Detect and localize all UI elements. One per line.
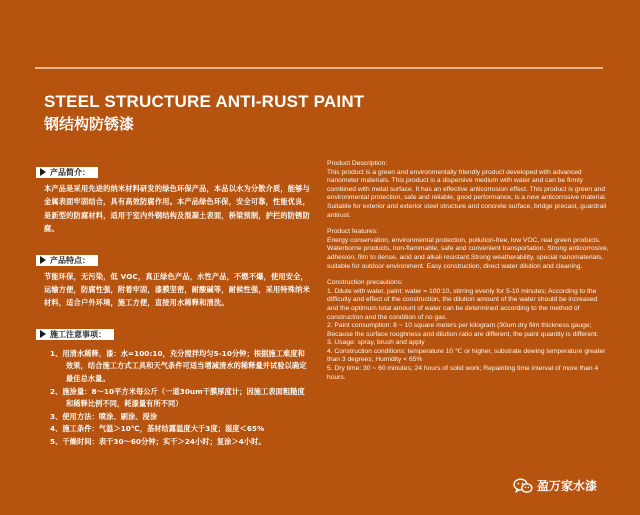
triangle-right-icon — [40, 330, 46, 338]
list-item: 4、施工条件：气温＞10℃，基材结露温度大于3度；湿度＜65% — [50, 424, 265, 434]
section-head-construction: 施工注意事项： — [36, 329, 114, 340]
watermark-text: 盈万家水漆 — [537, 479, 598, 493]
title-english: STEEL STRUCTURE ANTI-RUST PAINT — [44, 92, 365, 111]
list-item: 2. Paint consumption: 8 ~ 10 square meters per kilogram (30um dry film thickness gauge; Because the surface roughness and dilution ratio are different, the paint quantity is different. — [327, 322, 599, 338]
list-item: 2、施涂量：8～10平方米每公斤（一道30um干膜厚度计；因施工表面粗糙度和稀释比例不同，耗漆量有所不同） — [50, 386, 305, 409]
precautions-heading: Construction precautions: — [327, 279, 403, 287]
title-chinese: 钢结构防锈漆 — [44, 115, 135, 133]
list-item: 1. Dilute with water, paint: water = 100:10, stirring evenly for 5-10 minutes; According to the difficulty and effect of the construction, the dilution amount of the water should be increased and the optimum total amount of water can be determined according to the method of construction and the condition of no gas. — [327, 287, 598, 321]
wechat-watermark — [513, 477, 597, 494]
description-heading: Product Description: — [327, 160, 388, 167]
features-text: 节能环保，无污染，低 VOC，真正绿色产品，水性产品，不燃不爆，使用安全，运输方便，防腐性强，附着牢固，漆膜坚密，耐酸碱等，耐候性强，采用特殊纳米材料，适合户外环境，施工方便，直接用水稀释和清洗。 — [44, 271, 310, 308]
list-item: 3. Usage: spray, brush and apply — [327, 339, 425, 347]
triangle-right-icon — [40, 256, 46, 264]
english-column — [327, 160, 609, 390]
triangle-right-icon — [40, 168, 46, 176]
features-block — [327, 228, 609, 271]
chinese-column — [36, 160, 312, 449]
section-head-intro: 产品简介： — [36, 167, 98, 178]
list-item: 4. Construction conditions: temperature 10 ℃ or higher, substrate dewing temperature greater than 3 degrees; Humidity < 65% — [327, 347, 606, 364]
construction-steps — [36, 348, 312, 449]
intro-text: 本产品是采用先进的纳米材料研发的绿色环保产品，本品以水为分散介质，能够与金属表面牢固结合，具有高效防腐作用。本产品绿色环保，安全可靠，性能优良，是新型的防腐材料，适用于室内外钢结构及混凝土表面，桥梁预制，护栏的防锈防腐。 — [44, 184, 310, 234]
features-text-en: Energy conservation, environmental protection, pollution-free, low VOC, real green products. Waterborne products, non-flammable, safe and convenient transportation. Strong anticorrosive, adhesion, film to dense, acid and alkali resistant.Strong weatherability, special nanomaterials, suitable for outdoor environment. Easy construction, direct water dilution and cleaning. — [327, 236, 609, 270]
top-divider — [35, 67, 603, 69]
wechat-icon — [513, 478, 533, 494]
precautions-block — [327, 279, 609, 382]
description-block — [327, 160, 609, 220]
list-item: 5、干燥时间：表干30～60分钟；实干＞24小时；复涂＞4小时。 — [50, 437, 266, 446]
section-head-features: 产品特点： — [36, 255, 98, 266]
features-heading: Product features: — [327, 228, 378, 236]
list-item: 1、用清水稀释，漆：水=100:10，充分搅拌均匀5-10分钟；根据施工难度和效果，结合施工方式工具和天气条件可适当增减清水的稀释量并试验以确定最佳总水量。 — [50, 348, 307, 384]
list-item: 3、使用方法：喷涂、刷涂、浸涂 — [50, 411, 158, 421]
list-item: 5. Dry time: 30 ~ 60 minutes; 24 hours of solid work; Repainting time interval of more than 4 hours. — [327, 365, 599, 381]
description-text: This product is a green and environmentally friendly product developed with advanced nanometer materials. This product is a dispersive medium with water and can be firmly combined with metal surface. It has an effective anticorrosion effect. This product is green and environmental protection, safe and reliable, good performance, is a new anticorrosive material. Suitable for exterior and exterior steel structure and concrete surface, bridge precast, guardrail antirust. — [327, 168, 607, 219]
